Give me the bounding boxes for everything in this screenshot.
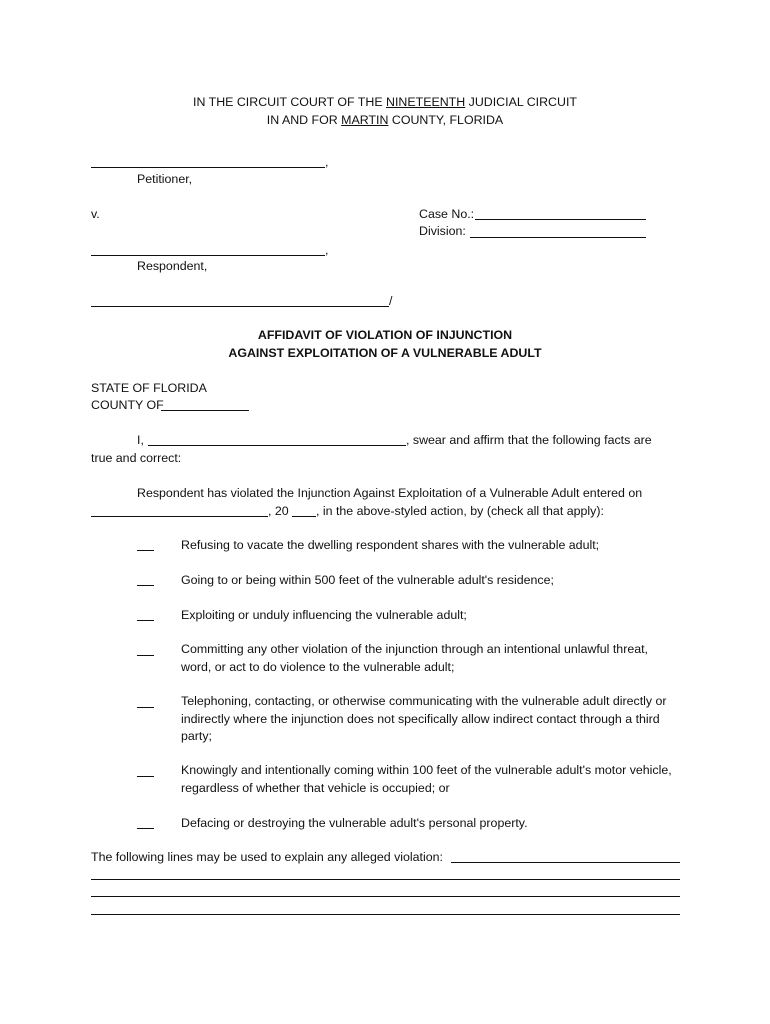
violation-checkbox-3[interactable]: [137, 620, 154, 621]
document-title-line2: AGAINST EXPLOITATION OF A VULNERABLE ADULT: [228, 346, 542, 360]
county-name: MARTIN: [341, 113, 389, 127]
petitioner-label: Petitioner,: [137, 172, 193, 186]
versus-label: v.: [91, 207, 100, 221]
document-title-line1: AFFIDAVIT OF VIOLATION OF INJUNCTION: [257, 328, 513, 342]
court-header-text: IN AND FOR: [266, 113, 342, 127]
explanation-line-2[interactable]: [91, 879, 680, 880]
violation-checkbox-1[interactable]: [137, 550, 154, 551]
violation-checkbox-7[interactable]: [137, 828, 154, 829]
violation-checkbox-2[interactable]: [137, 585, 154, 586]
violation-checkbox-4[interactable]: [137, 655, 154, 656]
court-header-text: JUDICIAL CIRCUIT: [465, 95, 577, 109]
court-header-text: IN THE CIRCUIT COURT OF THE: [193, 95, 387, 109]
circuit-name: NINETEENTH: [386, 95, 466, 109]
violation-item-2: Going to or being within 500 feet of the vulnerable adult's residence;: [181, 573, 554, 587]
venue-county-line[interactable]: [161, 410, 249, 411]
explanation-label: The following lines may be used to explain any alleged violation:: [91, 850, 443, 864]
violation-item-6: Knowingly and intentionally coming within 100 feet of the vulnerable adult's motor vehicle, regardless of whether that vehicle is occupied; or: [181, 763, 672, 795]
division-line[interactable]: [470, 237, 646, 238]
oath-suffix: , swear and affirm that the following facts are: [406, 433, 652, 447]
violation-item-1: Refusing to vacate the dwelling respondent shares with the vulnerable adult;: [181, 538, 600, 552]
caption-comma: ,: [325, 155, 329, 169]
caption-comma: ,: [325, 243, 329, 257]
violation-checkbox-5[interactable]: [137, 707, 154, 708]
violation-intro-suffix: , in the above-styled action, by (check all that apply):: [316, 504, 604, 518]
affiant-name-line[interactable]: [148, 445, 406, 446]
oath-line2: true and correct:: [91, 451, 182, 465]
respondent-name-line[interactable]: [91, 255, 325, 256]
division-label: Division:: [419, 224, 466, 238]
caption-slash: /: [389, 294, 393, 308]
respondent-label: Respondent,: [137, 259, 208, 273]
violation-item-7: Defacing or destroying the vulnerable adult's personal property.: [181, 816, 528, 830]
explanation-line-3[interactable]: [91, 896, 680, 897]
petitioner-name-line[interactable]: [91, 167, 325, 168]
explanation-line-4[interactable]: [91, 914, 680, 915]
venue-state: STATE OF FLORIDA: [91, 381, 207, 395]
case-number-label: Case No.:: [419, 207, 475, 221]
violation-checkbox-6[interactable]: [137, 776, 154, 777]
violation-item-4: Committing any other violation of the injunction through an intentional unlawful threat, word, or act to do violence to the vulnerable adult;: [181, 642, 648, 674]
injunction-year-line[interactable]: [292, 516, 316, 517]
oath-prefix: I,: [137, 433, 144, 447]
violation-item-5: Telephoning, contacting, or otherwise communicating with the vulnerable adult directly or indirectly where the injunction does not specifically allow indirect contact through a third party;: [181, 694, 667, 743]
injunction-date-line[interactable]: [91, 516, 268, 517]
case-number-line[interactable]: [475, 219, 646, 220]
violation-intro-text: Respondent has violated the Injunction Against Exploitation of a Vulnerable Adult entered on: [137, 486, 643, 500]
caption-closing-line: [91, 306, 389, 307]
court-header-line1: [0, 95, 770, 109]
court-header-text: COUNTY, FLORIDA: [388, 113, 504, 127]
venue-county-label: COUNTY OF: [91, 398, 164, 412]
injunction-year-text: , 20: [268, 504, 289, 518]
court-header-line2: [0, 113, 770, 127]
explanation-line-1[interactable]: [451, 862, 680, 863]
violation-item-3: Exploiting or unduly influencing the vulnerable adult;: [181, 608, 467, 622]
